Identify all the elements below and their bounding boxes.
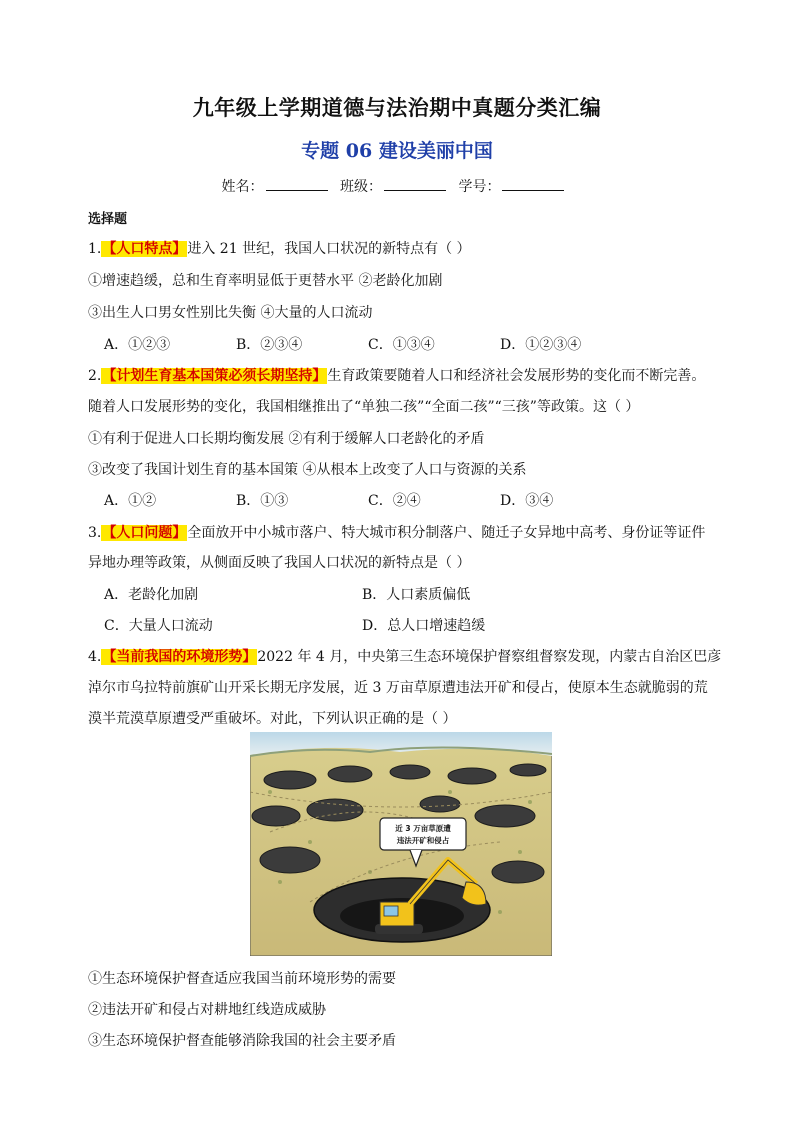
statement-line: ①有利于促进人口长期均衡发展 ②有利于缓解人口老龄化的矛盾 (88, 431, 485, 447)
student-info-line (0, 176, 794, 196)
section-title: 选择题 (88, 212, 128, 227)
question-number: 4. (88, 649, 102, 665)
question-3-stem (88, 522, 705, 542)
class-blank[interactable] (384, 178, 446, 191)
sign-text-line2: 违法开矿和侵占 (396, 836, 450, 845)
statement-line: ①增速趋缓，总和生育率明显低于更替水平 ②老龄化加剧 (88, 273, 443, 289)
option-b[interactable]: B．②③④ (236, 337, 303, 353)
statement-line: ③生态环境保护督查能够消除我国的社会主要矛盾 (88, 1033, 396, 1049)
topic-tag: 【当前我国的环境形势】 (102, 649, 257, 665)
question-text: 2022 年 4 月，中央第三生态环境保护督察组督察发现，内蒙古自治区巴彦 (257, 649, 722, 665)
topic-tag: 【人口问题】 (102, 525, 187, 541)
question-1-stem (88, 238, 471, 258)
question-text: 淖尔市乌拉特前旗矿山开采长期无序发展，近 3 万亩草原遭违法开矿和侵占，使原本生态就脆弱的荒 (88, 680, 708, 696)
statement-line: ②违法开矿和侵占对耕地红线造成威胁 (88, 1002, 326, 1018)
id-blank[interactable] (502, 178, 564, 191)
option-d[interactable]: D．①②③④ (500, 337, 582, 353)
topic-tag: 【计划生育基本国策必须长期坚持】 (102, 368, 327, 384)
option-c[interactable]: C．②④ (368, 493, 421, 509)
id-label: 学号： (458, 179, 501, 195)
question-2-stem (88, 365, 705, 385)
question-text: 随着人口发展形势的变化，我国相继推出了“单独二孩”“全面二孩”“三孩”等政策。这（ ） (88, 399, 640, 415)
question-text: 异地办理等政策，从侧面反映了我国人口状况的新特点是（ ） (88, 555, 471, 571)
question-4-stem (88, 646, 721, 666)
options-row (104, 490, 632, 510)
question-text: 全面放开中小城市落户、特大城市积分制落户、随迁子女异地中高考、身份证等证件 (187, 525, 706, 541)
option-b[interactable]: B．①③ (236, 493, 289, 509)
option-b[interactable]: B．人口素质偏低 (362, 587, 471, 603)
question-number: 2. (88, 368, 102, 384)
option-a[interactable]: A．①②③ (104, 337, 171, 353)
name-blank[interactable] (266, 178, 328, 191)
question-number: 3. (88, 525, 102, 541)
option-c[interactable]: C．①③④ (368, 337, 435, 353)
statement-line: ①生态环境保护督查适应我国当前环境形势的需要 (88, 971, 396, 987)
question-number: 1. (88, 241, 102, 257)
topic-tag: 【人口特点】 (102, 241, 187, 257)
statement-line: ③出生人口男女性别比失衡 ④大量的人口流动 (88, 305, 373, 321)
options-row (104, 584, 620, 604)
options-row (104, 615, 620, 635)
question-text: 漠半荒漠草原遭受严重破坏。对此，下列认识正确的是（ ） (88, 711, 457, 727)
options-row (104, 334, 632, 354)
option-a[interactable]: A．老龄化加剧 (104, 587, 199, 603)
option-d[interactable]: D．③④ (500, 493, 554, 509)
sign-text-line1: 近 3 万亩草原遭 (395, 824, 451, 833)
name-label: 姓名： (221, 179, 264, 195)
question-text: 进入 21 世纪，我国人口状况的新特点有（ ） (187, 241, 471, 257)
topic-subtitle: 专题 06 建设美丽中国 (301, 140, 493, 162)
option-d[interactable]: D．总人口增速趋缓 (362, 618, 486, 634)
class-label: 班级： (340, 179, 382, 195)
option-c[interactable]: C．大量人口流动 (104, 618, 213, 634)
statement-line: ③改变了我国计划生育的基本国策 ④从根本上改变了人口与资源的关系 (88, 462, 527, 478)
mining-cartoon-illustration (250, 732, 552, 956)
question-text: 生育政策要随着人口和经济社会发展形势的变化而不断完善。 (327, 368, 706, 384)
option-a[interactable]: A．①② (104, 493, 157, 509)
document-title: 九年级上学期道德与法治期中真题分类汇编 (192, 95, 602, 120)
